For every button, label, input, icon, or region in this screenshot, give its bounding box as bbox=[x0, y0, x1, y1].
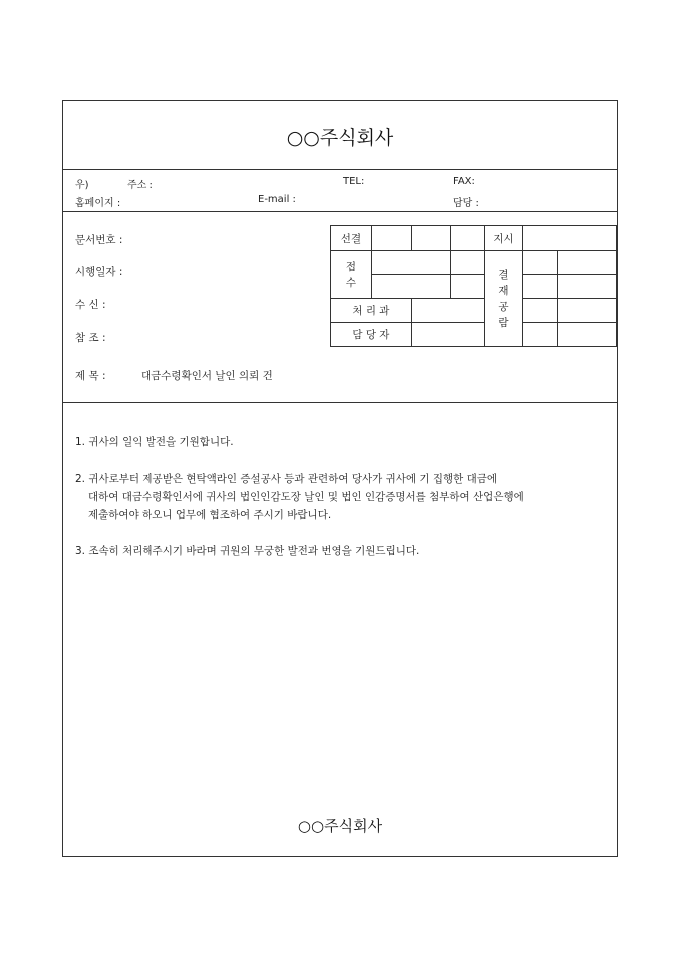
approval-table bbox=[330, 225, 617, 347]
homepage-label: 홈페이지 : bbox=[75, 198, 121, 209]
divider bbox=[63, 402, 617, 403]
tel-label: TEL: bbox=[343, 176, 365, 187]
empty-cell bbox=[558, 275, 617, 299]
processing-dept-cell: 처 리 과 bbox=[331, 299, 412, 323]
footer-company-name: ○○주식회사 bbox=[297, 817, 383, 835]
doc-number-label: 문서번호 : bbox=[75, 234, 123, 246]
empty-cell bbox=[558, 323, 617, 347]
su-char: 수 bbox=[345, 276, 357, 289]
paragraph-1: 1. 귀사의 일익 발전을 기원합니다. bbox=[75, 436, 234, 448]
empty-cell bbox=[522, 299, 557, 323]
recipient-label: 수 신 : bbox=[75, 299, 106, 311]
person-in-charge-cell: 담 당 자 bbox=[331, 323, 412, 347]
paragraph-2-line-3: 제출하여야 하오니 업무에 협조하여 주시기 바랍니다. bbox=[88, 509, 332, 521]
jisi-cell: 지시 bbox=[485, 226, 522, 251]
jae-char: 재 bbox=[498, 284, 509, 297]
reference-label: 참 조 : bbox=[75, 332, 106, 344]
postal-label: 우) bbox=[75, 180, 89, 191]
paragraph-2-line-2: 대하여 대금수령확인서에 귀사의 법인인감도장 날인 및 법인 인감증명서를 첨부하여 산업은행에 bbox=[88, 491, 524, 503]
subject-label: 제 목 : bbox=[75, 370, 106, 382]
paragraph-3: 3. 조속히 처리해주시기 바라며 귀원의 무궁한 발전과 번영을 기원드립니다. bbox=[75, 545, 420, 557]
gyeoljae-gongram-cell bbox=[485, 251, 522, 347]
address-label: 주소 : bbox=[127, 180, 153, 191]
ram-char: 람 bbox=[498, 316, 509, 329]
company-title: ○○주식회사 bbox=[286, 127, 394, 149]
empty-cell bbox=[371, 226, 411, 251]
jeop-char: 접 bbox=[345, 260, 357, 273]
empty-cell bbox=[522, 226, 616, 251]
empty-cell bbox=[450, 251, 485, 275]
empty-cell bbox=[450, 226, 485, 251]
divider bbox=[63, 169, 617, 170]
date-label: 시행일자 : bbox=[75, 266, 123, 278]
seongyeol-cell: 선결 bbox=[331, 226, 372, 251]
empty-cell bbox=[522, 275, 557, 299]
empty-cell bbox=[450, 275, 485, 299]
empty-cell bbox=[522, 251, 557, 275]
gyeol-char: 결 bbox=[498, 268, 509, 281]
empty-cell bbox=[522, 323, 557, 347]
empty-cell bbox=[558, 299, 617, 323]
paragraph-2-line-1: 2. 귀사로부터 제공받은 현탁액라인 증설공사 등과 관련하여 당사가 귀사에 기 집행한 대금에 bbox=[75, 473, 498, 485]
document-frame bbox=[62, 100, 618, 857]
empty-cell bbox=[371, 251, 450, 275]
fax-label: FAX: bbox=[453, 176, 475, 187]
empty-cell bbox=[411, 323, 485, 347]
email-label: E-mail : bbox=[258, 194, 296, 205]
empty-cell bbox=[558, 251, 617, 275]
divider bbox=[63, 211, 617, 212]
person-label: 담당 : bbox=[453, 198, 479, 209]
empty-cell bbox=[411, 226, 450, 251]
jeopsu-cell bbox=[331, 251, 372, 299]
gong-char: 공 bbox=[498, 300, 509, 313]
subject-value: 대금수령확인서 날인 의뢰 건 bbox=[141, 370, 273, 382]
empty-cell bbox=[411, 299, 485, 323]
empty-cell bbox=[371, 275, 450, 299]
